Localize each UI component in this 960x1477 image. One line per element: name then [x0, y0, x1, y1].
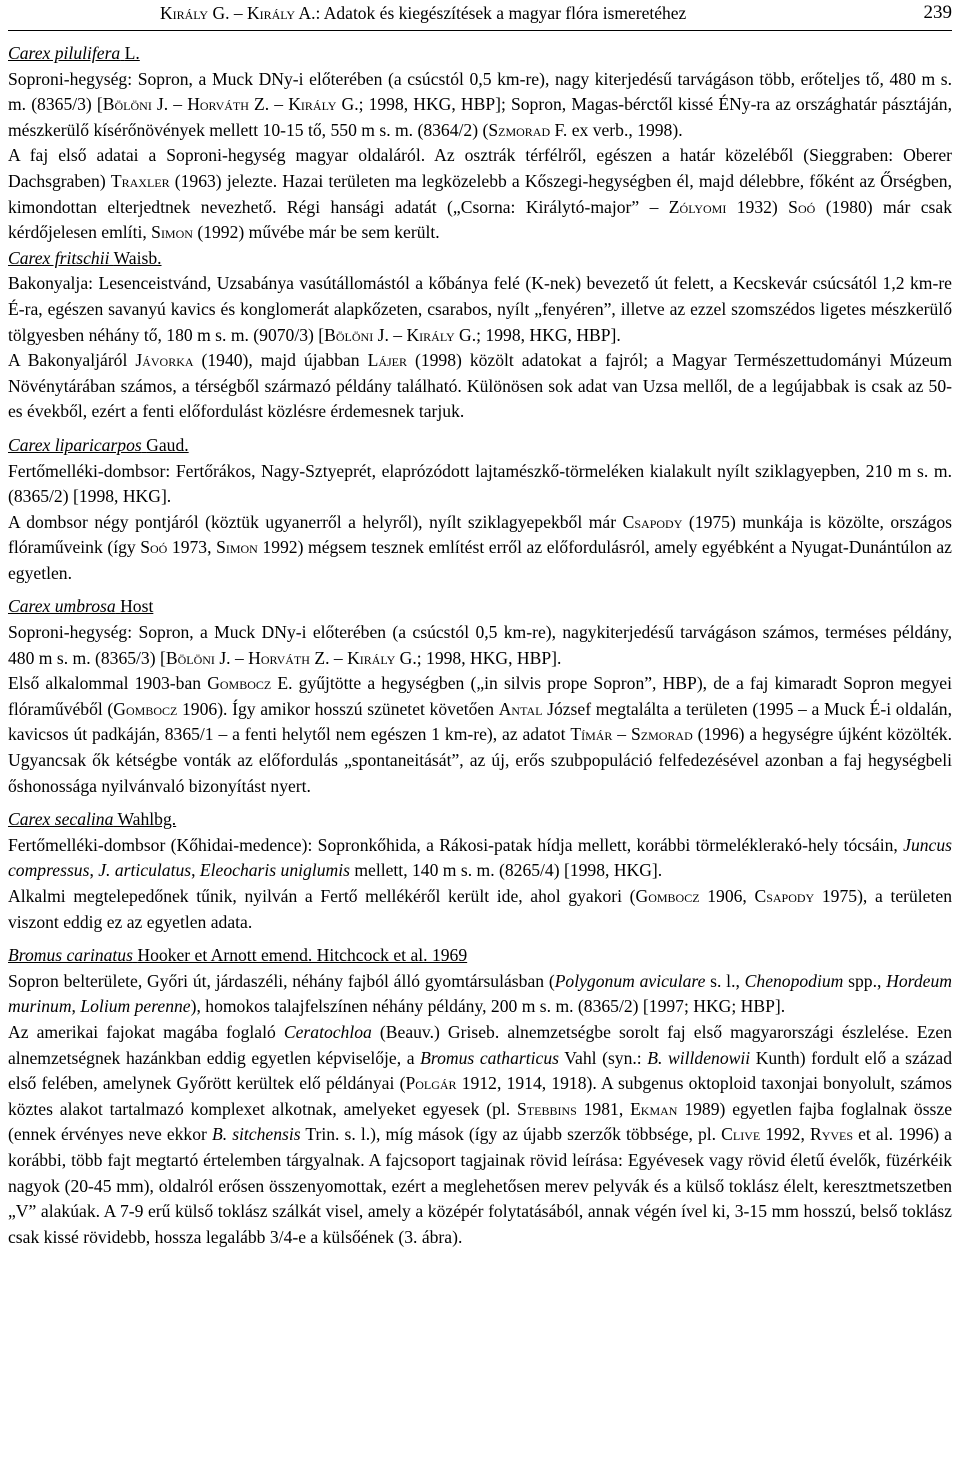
text-segment: J. articulatus [98, 860, 192, 881]
text-segment: 1906, [699, 886, 755, 906]
text-segment: Eleocharis uniglumis [199, 860, 350, 881]
text-segment: B. sitchensis [211, 1124, 301, 1145]
text-segment: Wahlbg. [117, 809, 177, 830]
paragraph-p4 [8, 246, 952, 272]
text-segment: Soproni-hegység: Sopron, a Muck DNy-i előterében (a csúcstól 0,5 km-re), nagy kiterjedésű tarvágáson több, erőteljes tő, 480 m s. m. (8365/3) [ [8, 68, 952, 115]
text-segment: Zólyomi [668, 196, 727, 217]
text-segment: Alkalmi megtelepedőnek tűnik, nyilván a Fertő mellékéről került ide, ahol gyakori ( [8, 886, 636, 906]
paragraph-p6 [8, 348, 952, 425]
text-segment: J. – [214, 647, 249, 668]
paragraph-p9 [8, 510, 952, 587]
text-segment: 1932) [726, 196, 789, 217]
text-segment: F. ex verb., 1998). [550, 119, 683, 140]
paragraph-p18 [8, 1020, 952, 1250]
text-segment: et al. 1996) a korábbi, több fajt megtartó értelemben tárgyalnak. A fajcsoport tagjainak rövid leírása: Egyévesek vagy rövid életű évelők, füzérkéik nagyok (20-45 mm), oldalról erősen összenyomottak, ezért a meglehetősen merev pelyvák és a külső toklász élelt, keresztmetszetben „V” alakúak. A 7-9 erű külső toklász szálkát visel, amely a középér folytatásából, annak végén ível ki, 3-15 mm hosszú, belső toklász csak kissé rövidebb, hossza legalább 3/4-e a külsőének (3. ábra). [8, 1124, 952, 1247]
paragraph-p17 [8, 969, 952, 1020]
text-segment: Gombocz [207, 673, 272, 694]
text-segment: (1992) művébe már be sem került. [192, 222, 440, 243]
paragraph-p8 [8, 459, 952, 510]
paragraph-p2 [8, 67, 952, 144]
text-segment: Simon [151, 222, 193, 243]
text-segment: Az amerikai fajokat magába foglaló [8, 1021, 284, 1042]
text-segment: 1906). Így amikor hosszú szünetet követően [177, 698, 499, 719]
paragraph-p15 [8, 884, 952, 935]
text-segment: A Bakonyaljáról [8, 350, 136, 371]
page-number: 239 [923, 2, 952, 23]
text-segment: Stebbins [517, 1098, 577, 1119]
text-segment: (1975) munkája is közölte, országos flóraműveink (így [8, 511, 952, 558]
text-segment: spp., [843, 970, 887, 991]
text-segment: G.; 1998, HKG, HBP]. [395, 647, 562, 668]
text-segment: (1996) a hegységre újként közölték. Ugyancsak ők kétségbe vonták az előfordulás „spontaneitását”, az új, erős szubpopuláció felfedezésével azonban a faj hegységbeli őshonossága nyilvánvaló bizonyítást nyert. [8, 724, 953, 796]
text-segment: Juncus compressus [8, 834, 952, 881]
text-segment: B. willdenowii [647, 1047, 751, 1068]
text-segment: G.; 1998, HKG, HBP]. [454, 324, 621, 345]
text-segment: Simon [216, 537, 258, 558]
running-header [8, 0, 952, 31]
running-title-text: : Adatok és kiegészítések a magyar flóra ismeretéhez [315, 3, 687, 23]
paragraph-p1 [8, 41, 952, 67]
text-segment: Polgár [405, 1073, 457, 1094]
text-segment: Carex umbrosa [8, 596, 116, 617]
text-segment: Csapody [754, 886, 815, 906]
text-segment: Ryves [809, 1124, 854, 1145]
text-segment: Király [406, 324, 455, 345]
text-segment: Chenopodium [744, 970, 844, 991]
text-segment: Tímár [570, 724, 613, 745]
text-segment: J. – [151, 94, 188, 115]
text-segment: Carex secalina [8, 809, 114, 830]
text-segment: József megtalálta a területen (1995 – a Muck É-i oldalán, kavicsos út padkáján, 8365/1 – a fenti helytől nem egészen 1 km-re), az adatot [8, 698, 952, 745]
text-segment: A faj első adatai a Soproni-hegység magyar oldaláról. Az osztrák térfélről, egészen a határ közeléből (Sieggraben: Oberer Dachsgraben) [8, 145, 952, 191]
text-segment: Ceratochloa [283, 1021, 372, 1042]
paragraph-p3 [8, 143, 952, 245]
text-segment: Soproni-hegység: Sopron, a Muck DNy-i előterében (a csúcstól 0,5 km-re), nagykiterjedésű tarvágáson számos, terméses példány, 480 m s. m. (8365/3) [ [8, 622, 952, 668]
text-segment: Carex fritschii [8, 247, 110, 268]
running-title [160, 2, 686, 24]
text-segment: , [89, 860, 99, 881]
text-segment: Soó [140, 537, 168, 558]
text-segment: – [612, 724, 631, 745]
text-segment: Trin. s. l.), míg mások (így az újabb szerzők többsége, pl. [300, 1124, 722, 1145]
text-segment: Gombocz [113, 698, 178, 719]
text-segment: (1940), majd újabban [193, 350, 368, 371]
text-segment: (1963) jelezte. Hazai területen ma legközelebb a Kőszegi-hegységben él, majd délebbre, főként az Őrségben, kimondottan elterjedtnek nevezhető. Régi hansági adatát („Csorna: Királytó-major” – [8, 170, 952, 217]
text-segment: Szmorad [630, 724, 693, 745]
text-segment: Traxler [110, 170, 170, 191]
text-segment: A dombsor négy pontjáról (köztük ugyanerről a helyről), nyílt sziklagyepekből már [8, 511, 623, 532]
text-segment: (1998) közölt adatokat a fajról; a Magyar Természettudományi Múzeum Növénytárában számos, a térségből származó példány található. Különösen sok adat van Uzsa mellől, de a legújabbak is csak az 50-es évekből, ezért a fenti előfordulást közlésre érdemesnek tarjuk. [8, 350, 952, 422]
text-segment: 1992) mégsem tesznek említést erről az előfordulásról, amely egyébként a Nyugat-Dunántúlon az egyetlen. [8, 537, 952, 583]
text-segment: Waisb. [113, 247, 162, 268]
text-segment: G.; 1998, HKG, HBP]; Sopron, Magas-bérctől kissé ÉNy-ra az országhatár pásztáján, mészkerülő kísérőnövények mellett 10-15 tő, 550 m s. m. (8364/2) ( [8, 94, 952, 140]
paragraph-p7 [8, 433, 952, 459]
text-segment: Sopron belterülete, Győri út, járdaszéli, néhány fajból álló gyomtársulásban ( [8, 970, 555, 991]
text-segment: mellett, 140 m s. m. (8265/4) [1998, HKG]. [349, 860, 663, 881]
text-segment: Z. – [248, 94, 289, 115]
text-segment: L. [124, 43, 140, 63]
article-body [8, 31, 952, 1250]
text-segment: 1912, 1914, 1918). A subgenus oktoploid taxonjai bonyolult, számos köztes alakot tartalmazó komplexet alkotnak, amelyeket egyesek (pl. [8, 1073, 952, 1119]
text-segment: Bakonyalja: Lesenceistvánd, Uzsabánya vasútállomástól a kőbánya felé (K-nek) bevezető út felett, a Kecskevár csúcsától 1,2 km-re É-ra, egészen savanyú kavics és konglomerát alapkőzeten, csarabos, nyílt „fenyéren”, illetve az ezzel szomszédos ligetes mészkerülő tölgyesben néhány tő, 180 m s. m. (9070/3) [ [8, 273, 952, 345]
text-segment: Clive [721, 1124, 761, 1145]
text-segment: Ekman [630, 1098, 678, 1119]
paragraph-p13 [8, 807, 952, 833]
text-segment: Bölöni [324, 324, 374, 345]
text-segment: 1981, [576, 1098, 631, 1119]
text-segment: s. l., [705, 970, 745, 991]
text-segment: Jávorka [135, 350, 194, 371]
paragraph-p14 [8, 833, 952, 884]
text-segment: , [71, 996, 81, 1017]
text-segment: Soó [788, 196, 816, 217]
text-segment: Bromus catharticus [420, 1047, 559, 1068]
paragraph-p12 [8, 671, 952, 799]
text-segment: Fertőmelléki-dombsor (Kőhidai-medence): Sopronkőhida, a Rákosi-patak hídja mellett, korábbi törmeléklerakó-hely tócsáin, [8, 834, 904, 855]
text-segment: Z. – [309, 647, 348, 668]
text-segment: Kunth) fordult elő a század első felében, amelynek Győrött kerültek elő példányai ( [8, 1047, 953, 1094]
paragraph-p10 [8, 594, 952, 620]
text-segment: Horváth [248, 647, 310, 668]
text-segment: Első alkalommal 1903-ban [8, 673, 208, 694]
text-segment: 1992, [760, 1124, 810, 1145]
text-segment: Vahl (syn.: [558, 1047, 648, 1068]
page [8, 0, 952, 1250]
text-segment: Király [288, 94, 337, 115]
paragraph-p5 [8, 271, 952, 348]
text-segment: 1989) egyetlen fajba foglalnak össze (ennek érvényes neve ekkor [8, 1098, 953, 1145]
text-segment: Antal [498, 698, 543, 719]
running-title-authors: Király G. – Király A. [160, 3, 316, 23]
text-segment: , [191, 860, 200, 881]
text-segment: Gaud. [146, 434, 189, 455]
paragraph-p11 [8, 620, 952, 671]
text-segment: Carex pilulifera [8, 43, 121, 63]
text-segment: Hooker et Arnott emend. Hitchcock et al. 1969 [137, 945, 468, 966]
text-segment: Lolium perenne [80, 996, 191, 1017]
text-segment: Hordeum murinum [8, 970, 952, 1017]
text-segment: Polygonum aviculare [554, 970, 706, 991]
text-segment: Király [347, 647, 396, 668]
text-segment: Csapody [622, 511, 683, 532]
text-segment: 1973, [167, 537, 217, 558]
text-segment: (1980) már csak kérdőjelesen említi, [8, 196, 953, 243]
text-segment: Bromus carinatus [8, 945, 133, 966]
text-segment: Bölöni [102, 94, 152, 115]
text-segment: Horváth [187, 94, 249, 115]
text-segment: Gombocz [635, 886, 700, 906]
paragraph-p16 [8, 943, 952, 969]
text-segment: Carex liparicarpos [8, 434, 142, 455]
text-segment: Lájer [367, 350, 407, 371]
text-segment: 1975), a területen viszont eddig ez az egyetlen adata. [8, 886, 952, 932]
text-segment: E. gyűjtötte a hegységben („in silvis prope Sopron”, HBP), de a faj kimaradt Sopron megyei flóraművéből ( [8, 673, 952, 719]
text-segment: Host [120, 596, 154, 617]
text-segment: J. – [373, 324, 407, 345]
text-segment: Bölöni [165, 647, 215, 668]
text-segment: (Beauv.) Griseb. alnemzetségbe sorolt faj első magyarországi észlelése. Ezen alnemzetségnek hazánkban eddig egyetlen képviselője, a [8, 1021, 952, 1068]
text-segment: Fertőmelléki-dombsor: Fertőrákos, Nagy-Sztyeprét, elaprózódott lajtamészkő-törmeléken kialakult nyílt sziklagyepben, 210 m s. m. (8365/2) [1998, HKG]. [8, 460, 952, 507]
text-segment: Szmorad [488, 119, 551, 140]
text-segment: ), homokos talajfelszínen néhány példány, 200 m s. m. (8365/2) [1997; HKG; HBP]. [190, 996, 786, 1017]
